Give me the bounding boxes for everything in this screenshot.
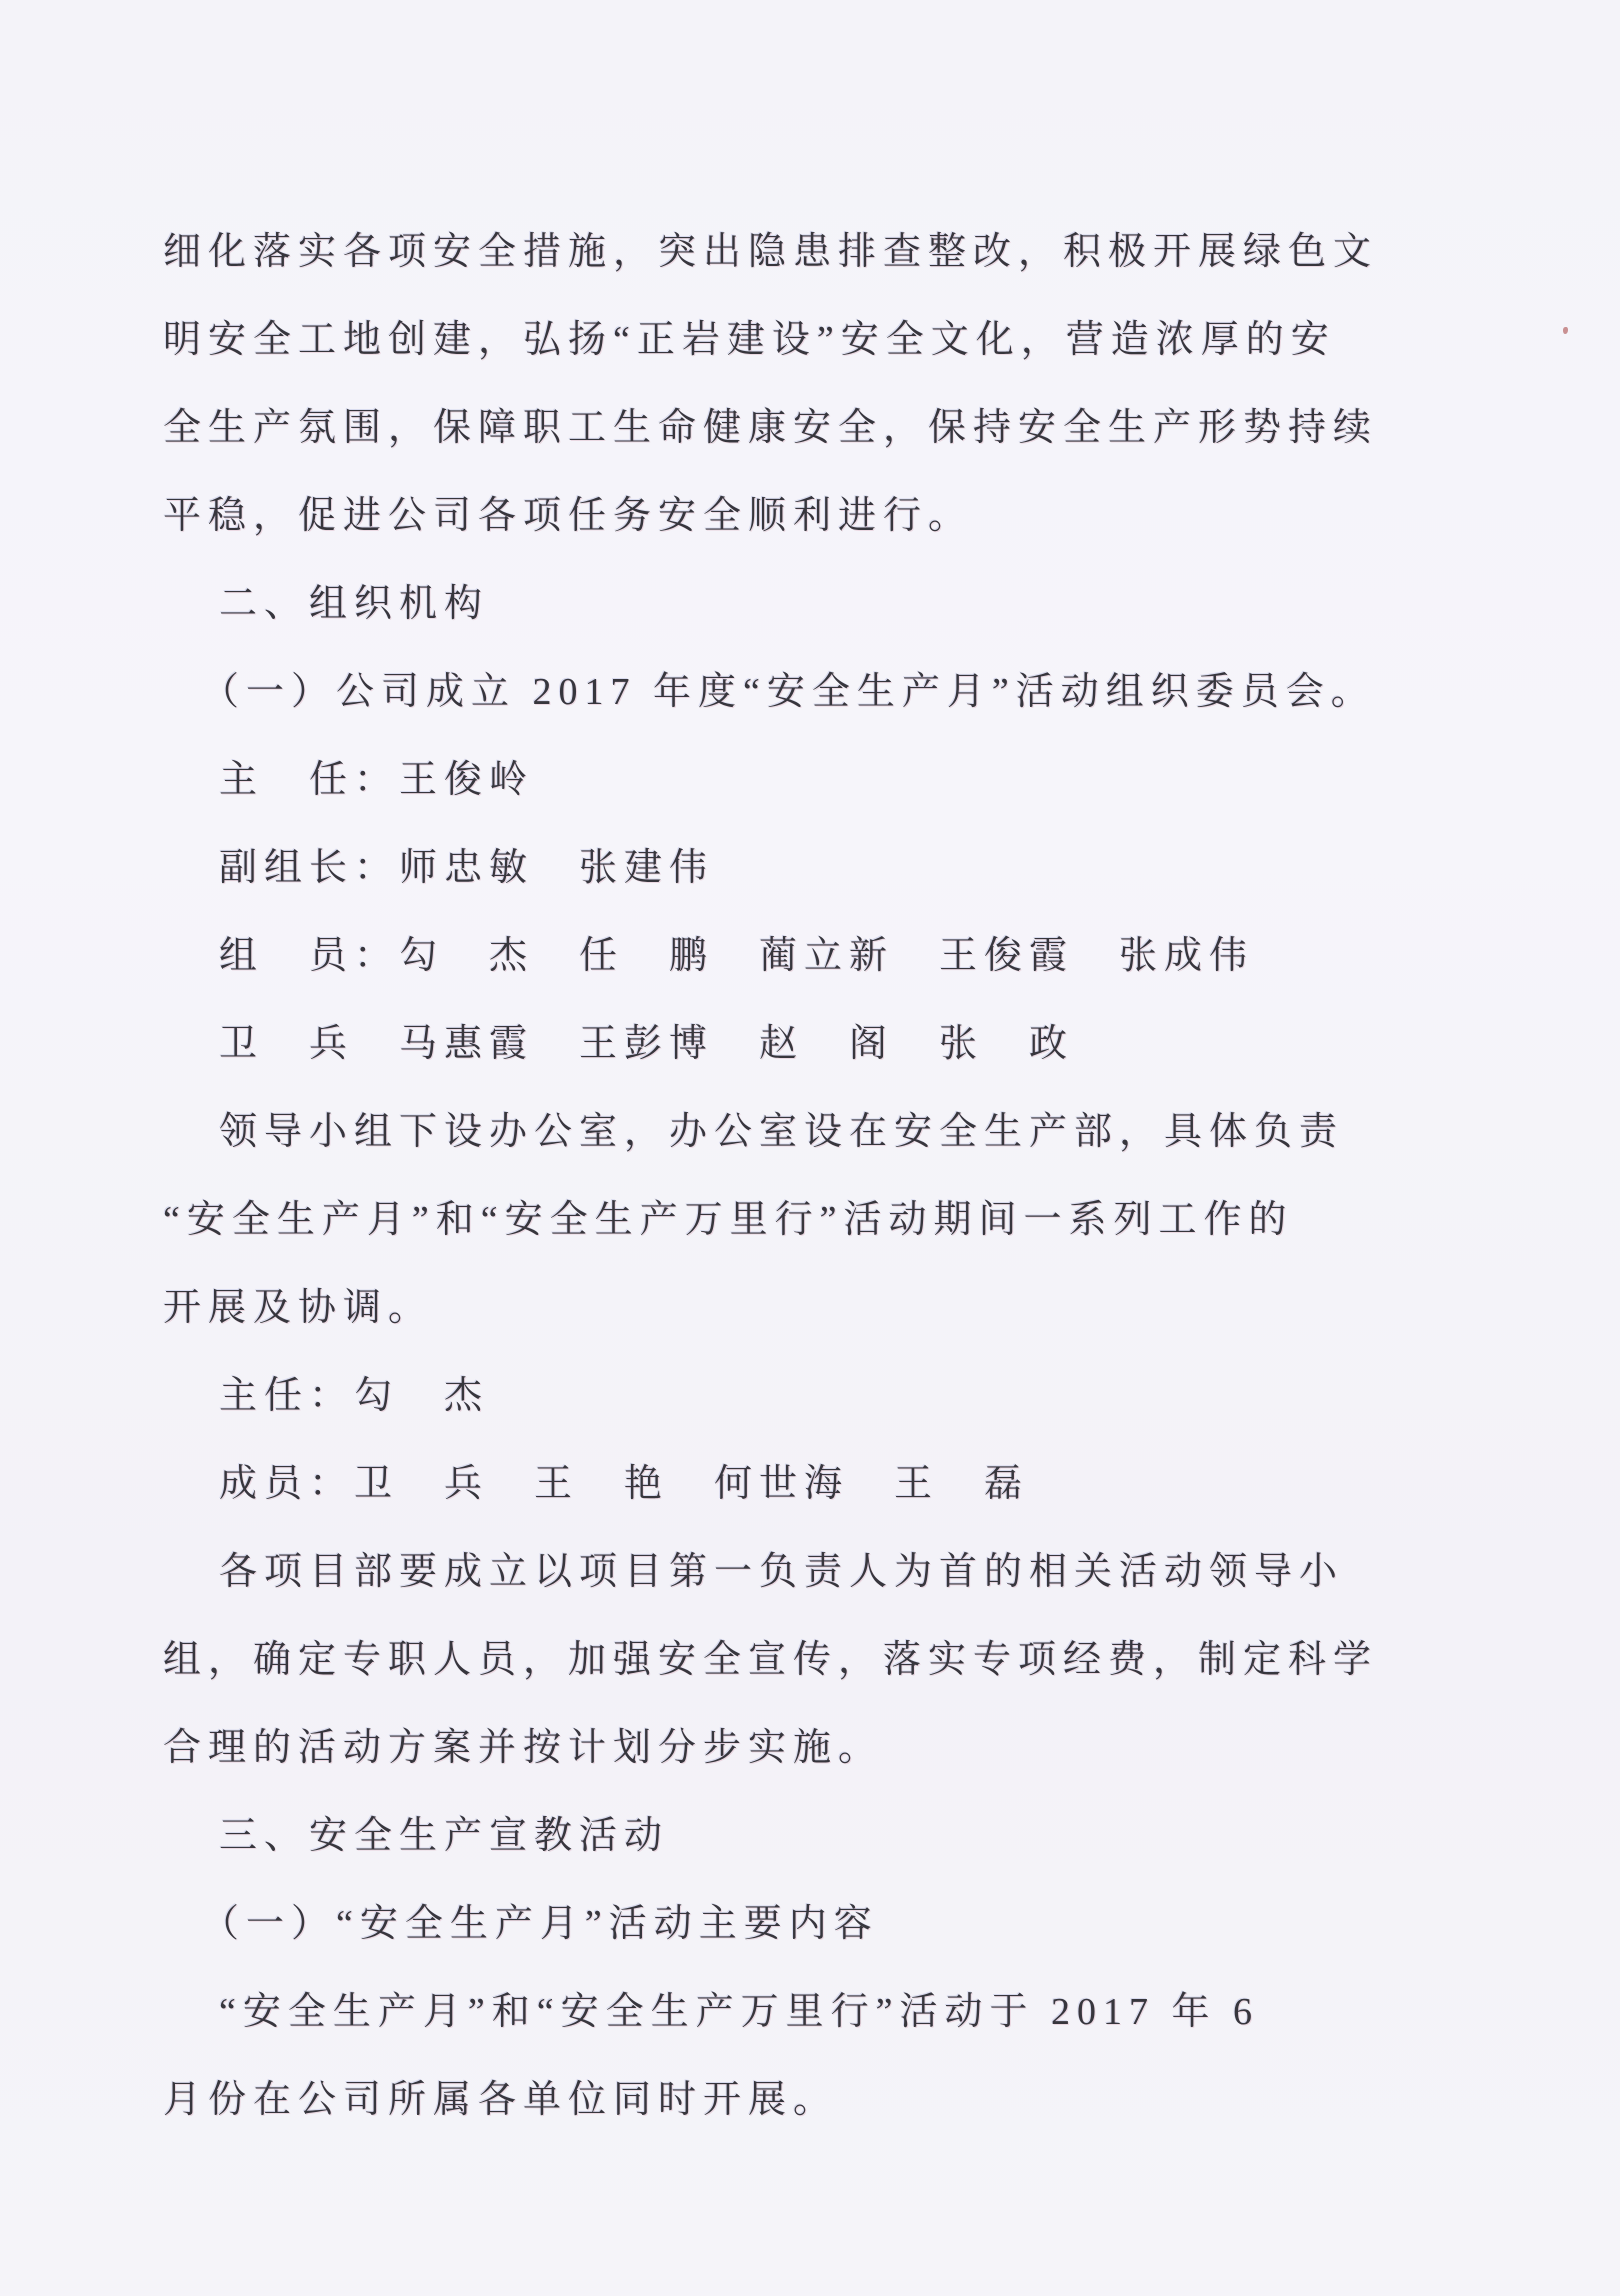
paragraph-line: 全生产氛围，保障职工生命健康安全，保持安全生产形势持续 — [163, 407, 1379, 449]
paragraph-line: 各项目部要成立以项目第一负责人为首的相关活动领导小 — [219, 1551, 1345, 1593]
section-heading-safety-education: 三、安全生产宣教活动 — [219, 1815, 670, 1857]
committee-members-line: 组 员：勾 杰 任 鹏 蔺立新 王俊霞 张成伟 — [219, 935, 1255, 977]
paragraph-line: 平稳，促进公司各项任务安全顺利进行。 — [163, 495, 974, 537]
committee-deputy-leaders-line: 副组长：师忠敏 张建伟 — [219, 847, 715, 889]
paragraph-line: 领导小组下设办公室，办公室设在安全生产部，具体负责 — [219, 1111, 1345, 1153]
paragraph-line: 合理的活动方案并按计划分步实施。 — [163, 1727, 884, 1769]
paragraph-line: “安全生产月”和“安全生产万里行”活动期间一系列工作的 — [163, 1199, 1294, 1241]
paragraph-line: 开展及协调。 — [163, 1287, 434, 1329]
committee-director-line: 主 任：王俊岭 — [219, 759, 535, 801]
office-director-line: 主任：勾 杰 — [219, 1375, 490, 1417]
office-members-line: 成员：卫 兵 王 艳 何世海 王 磊 — [219, 1463, 1030, 1505]
paragraph-line: 组，确定专职人员，加强安全宣传，落实专项经费，制定科学 — [163, 1639, 1379, 1681]
subsection-activity-content-line: （一）“安全生产月”活动主要内容 — [201, 1903, 879, 1945]
section-heading-organization: 二、组织机构 — [219, 583, 490, 625]
paragraph-line: 细化落实各项安全措施，突出隐患排查整改，积极开展绿色文 — [163, 231, 1379, 273]
paragraph-line: 明安全工地创建，弘扬“正岩建设”安全文化，营造浓厚的安 — [163, 319, 1336, 361]
committee-members-line: 卫 兵 马惠霞 王彭博 赵 阁 张 政 — [219, 1023, 1075, 1065]
paragraph-line: “安全生产月”和“安全生产万里行”活动于 2017 年 6 — [219, 1991, 1259, 2033]
paragraph-line: 月份在公司所属各单位同时开展。 — [163, 2079, 839, 2121]
subsection-committee-line: （一）公司成立 2017 年度“安全生产月”活动组织委员会。 — [201, 671, 1376, 713]
